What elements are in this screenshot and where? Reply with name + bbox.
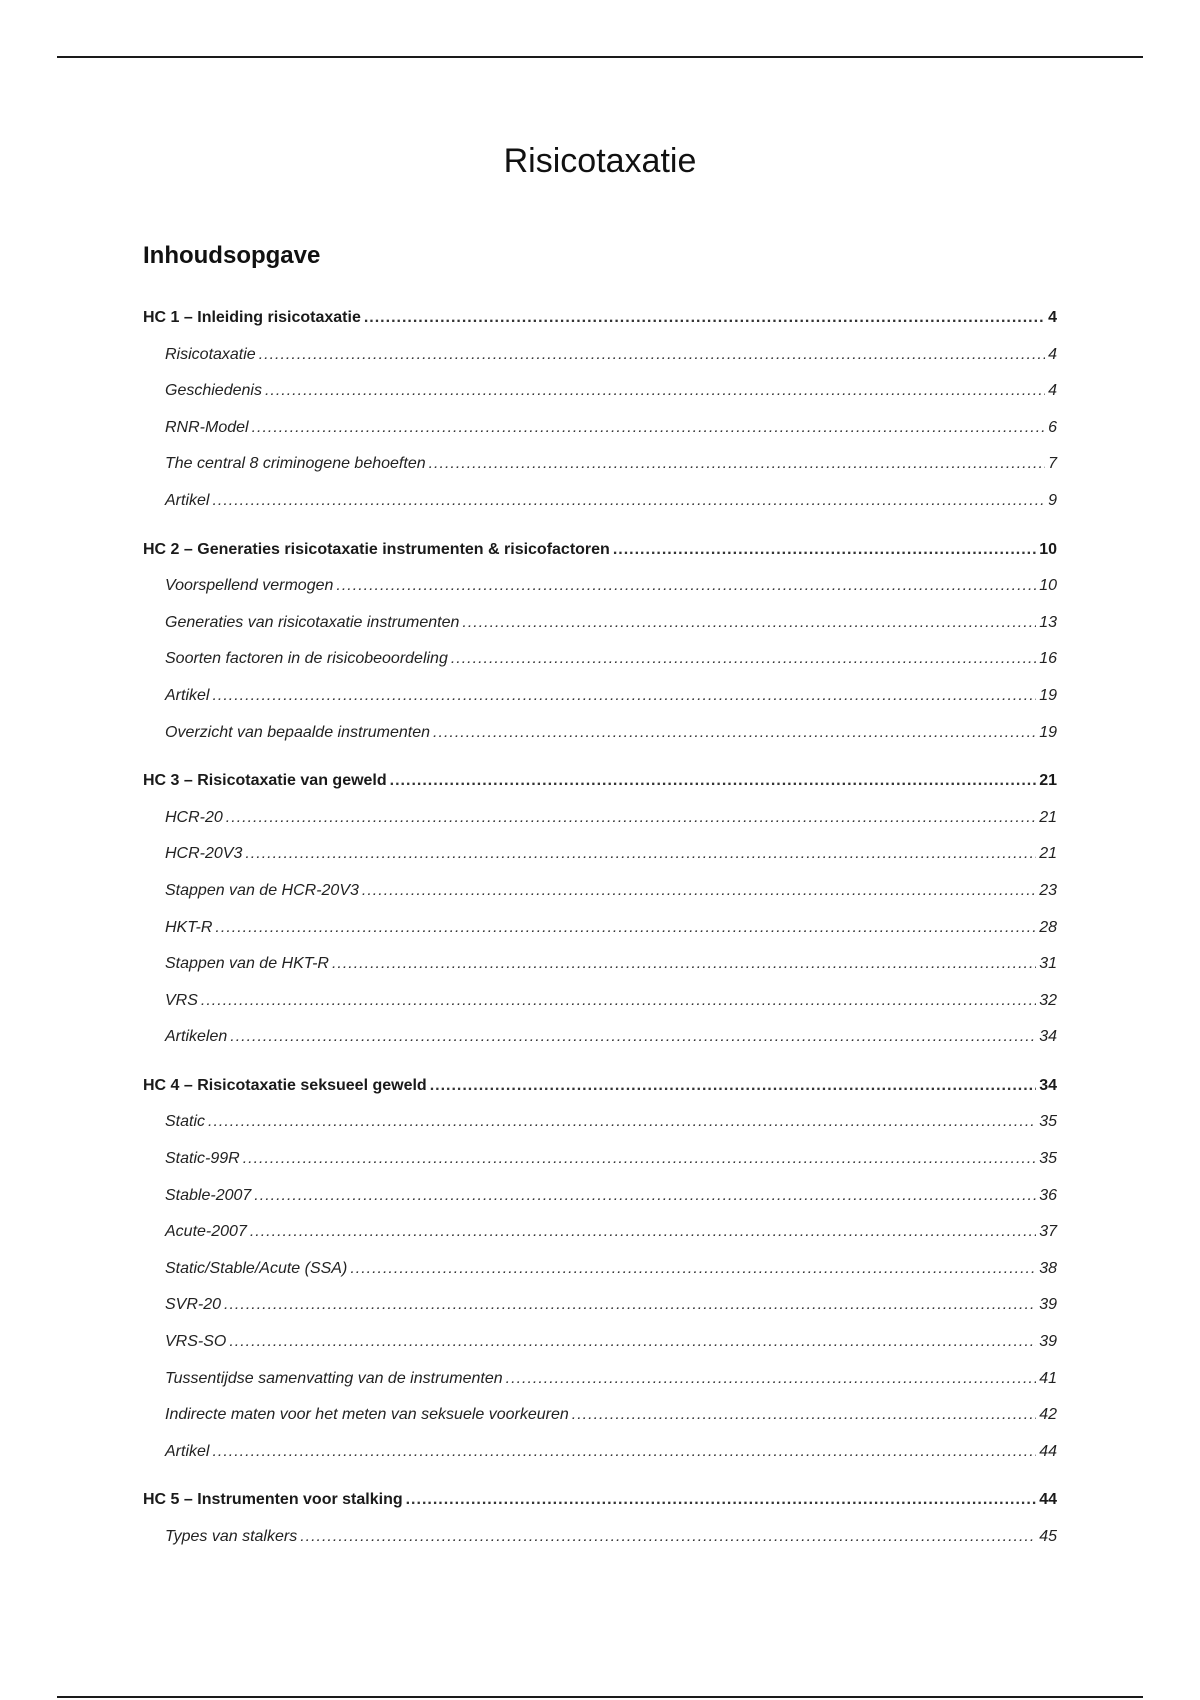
toc-page-number: 35 [1039, 1113, 1057, 1131]
toc-chapter-entry[interactable] [143, 1482, 1057, 1519]
toc-dot-leader [362, 873, 1036, 910]
toc-page-number: 34 [1039, 1028, 1057, 1046]
toc-entry-label: HC 1 – Inleiding risicotaxatie [143, 309, 361, 326]
toc-entry-label: SVR-20 [165, 1296, 222, 1314]
toc-sub-entry[interactable] [143, 910, 1057, 947]
toc-page-number: 45 [1039, 1528, 1057, 1545]
toc-chapter-entry[interactable] [143, 532, 1057, 569]
toc-section [143, 1482, 1057, 1555]
toc-dot-leader [243, 1141, 1037, 1178]
toc-page-number: 10 [1039, 577, 1057, 595]
toc-dot-leader [226, 800, 1036, 837]
toc-dot-leader [430, 1068, 1037, 1105]
toc-dot-leader [201, 983, 1036, 1020]
toc-entry-label: Geschiedenis [165, 382, 262, 400]
bottom-rule [57, 1696, 1143, 1698]
toc-sub-entry[interactable] [143, 983, 1057, 1020]
toc-entry-label: Stable-2007 [165, 1186, 252, 1204]
toc-sub-entry[interactable] [143, 715, 1057, 752]
toc-entry-label: Indirecte maten voor het meten van seksuele voorkeuren [165, 1406, 569, 1424]
toc-entry-label: Voorspellend vermogen [165, 577, 334, 595]
toc-entry-label: Generaties van risicotaxatie instrumenten [165, 613, 460, 631]
toc-page-number: 10 [1039, 540, 1057, 558]
toc-entry-label: RNR-Model [165, 418, 249, 436]
toc-dot-leader [572, 1397, 1036, 1434]
toc-entry-label: Artikel [165, 1442, 210, 1460]
toc-dot-leader [229, 1324, 1036, 1361]
toc-sub-entry[interactable] [143, 373, 1057, 410]
toc-dot-leader [254, 1178, 1036, 1215]
toc-entry-label: Static [165, 1113, 206, 1131]
toc-page-number: 4 [1048, 309, 1057, 326]
toc-dot-leader [265, 373, 1045, 410]
toc-entry-label: Overzicht van bepaalde instrumenten [165, 723, 431, 741]
toc-sub-entry[interactable] [143, 1251, 1057, 1288]
toc-page-number: 28 [1039, 918, 1057, 936]
toc-entry-label: HC 2 – Generaties risicotaxatie instrumenten & risicofactoren [143, 540, 610, 558]
toc-sub-entry[interactable] [143, 946, 1057, 983]
toc-sub-entry[interactable] [143, 1214, 1057, 1251]
toc-entry-label: Risicotaxatie [165, 345, 256, 363]
toc-page-number: 19 [1039, 686, 1057, 704]
toc-sub-entry[interactable] [143, 1397, 1057, 1434]
toc-page-number: 16 [1039, 650, 1057, 668]
toc-dot-leader [336, 568, 1036, 605]
toc-sub-entry[interactable] [143, 410, 1057, 447]
toc-entry-label: Artikel [165, 686, 210, 704]
toc-section [143, 300, 1057, 520]
toc-page-number: 37 [1039, 1223, 1057, 1241]
toc-section [143, 532, 1057, 752]
toc-section [143, 763, 1057, 1056]
toc-dot-leader [451, 641, 1036, 678]
toc-chapter-entry[interactable] [143, 1068, 1057, 1105]
toc-entry-label: HKT-R [165, 918, 213, 936]
toc-entry-label: Artikel [165, 491, 210, 509]
toc-sub-entry[interactable] [143, 483, 1057, 520]
toc-page-number: 6 [1048, 418, 1057, 436]
toc-page-number: 42 [1039, 1406, 1057, 1424]
toc-sub-entry[interactable] [143, 1324, 1057, 1361]
toc-page-number: 39 [1039, 1296, 1057, 1314]
toc-entry-label: HC 4 – Risicotaxatie seksueel geweld [143, 1076, 427, 1094]
toc-dot-leader [224, 1287, 1036, 1324]
toc-dot-leader [406, 1482, 1037, 1519]
toc-dot-leader [364, 300, 1045, 337]
toc-entry-label: Types van stalkers [165, 1528, 298, 1545]
toc-dot-leader [350, 1251, 1036, 1288]
toc-entry-label: HC 5 – Instrumenten voor stalking [143, 1491, 403, 1509]
toc-entry-label: Static/Stable/Acute (SSA) [165, 1259, 348, 1277]
toc-page-number: 21 [1039, 772, 1057, 790]
toc-entry-label: Static-99R [165, 1150, 240, 1168]
toc-dot-leader [208, 1104, 1036, 1141]
toc-dot-leader [462, 605, 1036, 642]
toc-dot-leader [390, 763, 1037, 800]
toc-sub-entry[interactable] [143, 1519, 1057, 1556]
toc-sub-entry[interactable] [143, 800, 1057, 837]
toc-sub-entry[interactable] [143, 873, 1057, 910]
toc-sub-entry[interactable] [143, 641, 1057, 678]
toc-sub-entry[interactable] [143, 1141, 1057, 1178]
toc-sub-entry[interactable] [143, 1434, 1057, 1471]
toc-entry-label: Stappen van de HKT-R [165, 955, 329, 973]
toc-dot-leader [212, 678, 1036, 715]
toc-page-number: 36 [1039, 1186, 1057, 1204]
toc-entry-label: The central 8 criminogene behoeften [165, 455, 426, 473]
toc-sub-entry[interactable] [143, 1178, 1057, 1215]
toc-sub-entry[interactable] [143, 1019, 1057, 1056]
toc-entry-label: HCR-20 [165, 808, 223, 826]
toc-dot-leader [433, 715, 1036, 752]
toc-entry-label: HC 3 – Risicotaxatie van geweld [143, 772, 387, 790]
toc-entry-label: VRS-SO [165, 1333, 227, 1351]
toc-entry-label: Soorten factoren in de risicobeoordeling [165, 650, 448, 668]
toc-page-number: 9 [1048, 491, 1057, 509]
toc-page-number: 44 [1039, 1442, 1057, 1460]
toc-dot-leader [230, 1019, 1036, 1056]
toc-sub-entry[interactable] [143, 1104, 1057, 1141]
toc-entry-label: Artikelen [165, 1028, 228, 1046]
toc-page-number: 23 [1039, 881, 1057, 899]
toc-chapter-entry[interactable] [143, 300, 1057, 337]
toc-page-number: 34 [1039, 1076, 1057, 1094]
toc-sub-entry[interactable] [143, 605, 1057, 642]
toc-page-number: 21 [1039, 845, 1057, 863]
toc-sub-entry[interactable] [143, 836, 1057, 873]
toc-page-number: 13 [1039, 613, 1057, 631]
toc-sub-entry[interactable] [143, 1287, 1057, 1324]
toc-entry-label: Tussentijdse samenvatting van de instrumenten [165, 1369, 503, 1387]
top-rule [57, 56, 1143, 58]
toc-sub-entry[interactable] [143, 568, 1057, 605]
toc-page-number: 31 [1039, 955, 1057, 973]
table-of-contents [143, 300, 1057, 1568]
toc-dot-leader [332, 946, 1036, 983]
toc-page-number: 32 [1039, 991, 1057, 1009]
toc-page-number: 35 [1039, 1150, 1057, 1168]
document-title: Risicotaxatie [503, 142, 697, 180]
toc-page-number: 4 [1048, 382, 1057, 400]
toc-entry-label: HCR-20V3 [165, 845, 243, 863]
toc-page-number: 21 [1039, 808, 1057, 826]
toc-page-number: 4 [1048, 345, 1057, 363]
toc-dot-leader [252, 410, 1046, 447]
toc-page-number: 39 [1039, 1333, 1057, 1351]
toc-page-number: 7 [1048, 455, 1057, 473]
toc-dot-leader [245, 836, 1036, 873]
toc-dot-leader [613, 532, 1036, 569]
toc-section [143, 1068, 1057, 1471]
toc-sub-entry[interactable] [143, 678, 1057, 715]
toc-page-number: 38 [1039, 1259, 1057, 1277]
toc-sub-entry[interactable] [143, 446, 1057, 483]
toc-dot-leader [506, 1361, 1037, 1398]
toc-heading: Inhoudsopgave [143, 242, 321, 269]
toc-page-number: 19 [1039, 723, 1057, 741]
toc-sub-entry[interactable] [143, 1361, 1057, 1398]
toc-dot-leader [300, 1519, 1036, 1556]
toc-entry-label: Stappen van de HCR-20V3 [165, 881, 359, 899]
toc-page-number: 44 [1039, 1491, 1057, 1509]
toc-dot-leader [250, 1214, 1036, 1251]
toc-dot-leader [212, 1434, 1036, 1471]
toc-entry-label: Acute-2007 [165, 1223, 247, 1241]
toc-page-number: 41 [1039, 1369, 1057, 1387]
toc-dot-leader [259, 337, 1045, 374]
toc-sub-entry[interactable] [143, 337, 1057, 374]
toc-dot-leader [215, 910, 1036, 947]
toc-dot-leader [212, 483, 1045, 520]
toc-entry-label: VRS [165, 991, 198, 1009]
toc-chapter-entry[interactable] [143, 763, 1057, 800]
toc-dot-leader [429, 446, 1045, 483]
